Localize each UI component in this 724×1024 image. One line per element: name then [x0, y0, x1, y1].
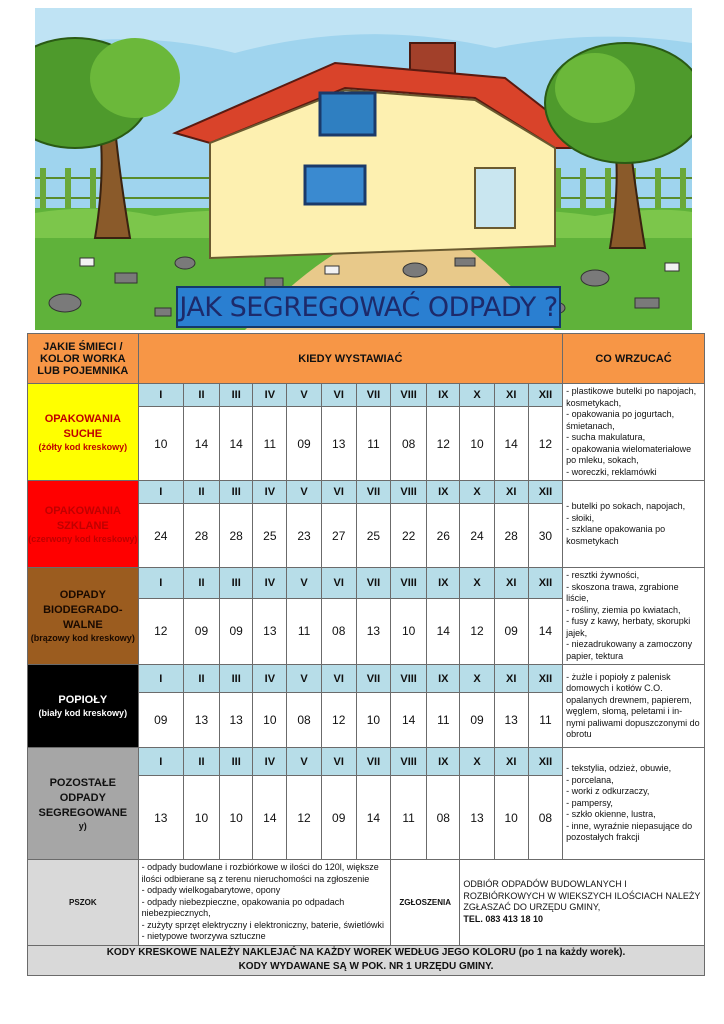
pickup-day: 12 [321, 693, 356, 748]
month-header: III [220, 665, 253, 693]
pickup-day: 11 [427, 693, 460, 748]
month-header: V [287, 665, 321, 693]
pickup-day: 24 [460, 504, 494, 568]
month-header: IV [253, 568, 287, 599]
month-header: X [460, 481, 494, 504]
category-cell [28, 384, 139, 481]
pickup-day: 25 [356, 504, 390, 568]
month-header: III [220, 748, 253, 776]
month-header: VI [321, 384, 356, 407]
month-header: XII [528, 568, 562, 599]
month-header: VII [356, 665, 390, 693]
pickup-day: 13 [138, 776, 183, 860]
pickup-day: 23 [287, 504, 321, 568]
item-line: - butelki po sokach, napojach, [566, 501, 686, 511]
item-line: - woreczki, reklamówki [566, 466, 657, 477]
month-header: I [138, 568, 183, 599]
month-header: VIII [391, 665, 427, 693]
month-header: XI [494, 748, 528, 776]
pickup-day: 30 [528, 504, 562, 568]
pickup-day: 28 [183, 504, 219, 568]
item-line: - tekstylia, odzież, obuwie, [566, 763, 672, 774]
pickup-day: 12 [460, 598, 494, 664]
pickup-day: 28 [494, 504, 528, 568]
pickup-day: 14 [391, 693, 427, 748]
schedule-table [27, 333, 705, 976]
barcode-footer [28, 945, 705, 975]
pickup-day: 12 [138, 598, 183, 664]
pickup-day: 10 [494, 776, 528, 860]
month-header: III [220, 568, 253, 599]
item-line: - opakowania wielomateriałowe po mleku, sokach, [566, 443, 692, 465]
pickup-day: 11 [391, 776, 427, 860]
item-line: - rośliny, ziemia po kwiatach, [566, 604, 681, 615]
pickup-day: 14 [494, 407, 528, 481]
category-barcode-note: (czerwony kod kreskowy) [28, 533, 138, 544]
month-header: VI [321, 665, 356, 693]
month-header: VII [356, 481, 390, 504]
month-header: I [138, 665, 183, 693]
category-barcode-note: (biały kod kreskowy) [38, 708, 128, 718]
month-header: II [183, 665, 219, 693]
item-line: - pampersy, [566, 797, 613, 808]
month-header: III [220, 384, 253, 407]
month-header: IX [427, 568, 460, 599]
item-line: - skoszona trawa, zgrabione liście, [566, 581, 679, 603]
pickup-day: 13 [253, 598, 287, 664]
pickup-day: 08 [287, 693, 321, 748]
month-header: IV [253, 748, 287, 776]
month-header: IX [427, 384, 460, 407]
month-header: VIII [391, 481, 427, 504]
when-column-header: KIEDY WYSTAWIAĆ [138, 334, 562, 384]
month-header: X [460, 384, 494, 407]
pickup-day: 10 [220, 776, 253, 860]
category-items [563, 665, 705, 748]
month-header: IX [427, 748, 460, 776]
pickup-day: 13 [321, 407, 356, 481]
pickup-day: 13 [460, 776, 494, 860]
item-line: - fusy z kawy, herbaty, skorupki jajek, [566, 616, 691, 638]
month-header: XII [528, 384, 562, 407]
pickup-day: 13 [220, 693, 253, 748]
pickup-day: 14 [356, 776, 390, 860]
month-header: X [460, 568, 494, 599]
pickup-day: 10 [391, 598, 427, 664]
month-header: XII [528, 748, 562, 776]
month-header: VI [321, 748, 356, 776]
item-line: - słoiki, [566, 512, 595, 523]
month-header: IX [427, 665, 460, 693]
pickup-day: 13 [183, 693, 219, 748]
month-header: IV [253, 481, 287, 504]
pickup-day: 11 [528, 693, 562, 748]
month-header: V [287, 481, 321, 504]
item-line: - szkło okienne, lustra, [566, 809, 656, 820]
pickup-day: 08 [528, 776, 562, 860]
month-header: V [287, 568, 321, 599]
pickup-day: 11 [356, 407, 390, 481]
pickup-day: 08 [321, 598, 356, 664]
month-header: VII [356, 384, 390, 407]
pickup-day: 24 [138, 504, 183, 568]
pickup-day: 09 [220, 598, 253, 664]
pickup-day: 13 [356, 598, 390, 664]
pickup-day: 09 [460, 693, 494, 748]
category-name: POPIOŁY [58, 694, 108, 706]
month-header: XI [494, 665, 528, 693]
pickup-day: 28 [220, 504, 253, 568]
pickup-day: 10 [460, 407, 494, 481]
pickup-day: 08 [427, 776, 460, 860]
footer-line-1: KODY KRESKOWE NALEŻY NAKLEJAĆ NA KAŻDY WOREK WEDŁUG JEGO KOLORU (po 1 na każdy worek). [106, 947, 626, 958]
pickup-day: 13 [494, 693, 528, 748]
category-cell [28, 665, 139, 748]
month-header: VIII [391, 568, 427, 599]
month-header: V [287, 748, 321, 776]
category-barcode-note: (żółty kod kreskowy) [38, 441, 128, 452]
pickup-day: 11 [253, 407, 287, 481]
month-header: XII [528, 481, 562, 504]
month-header: VI [321, 568, 356, 599]
footer-line-2: KODY WYDAWANE SĄ W POK. NR 1 URZĘDU GMINY. [238, 961, 494, 972]
pickup-day: 11 [287, 598, 321, 664]
item-line: - worki z odkurzaczy, [566, 786, 650, 797]
month-header: VI [321, 481, 356, 504]
item-line: - szklane opakowania po kosmetykach [566, 524, 666, 546]
pickup-day: 09 [287, 407, 321, 481]
month-header: IX [427, 481, 460, 504]
month-header: XI [494, 384, 528, 407]
month-header: I [138, 481, 183, 504]
category-name: POZOSTAŁE ODPADY SEGREGOWANE [38, 776, 128, 819]
month-header: X [460, 665, 494, 693]
pickup-day: 09 [183, 598, 219, 664]
pszok-item: - odpady niebezpieczne, opakowania po odpadach niebezpiecznych, [141, 896, 345, 918]
what-column-header: CO WRZUCAĆ [563, 334, 705, 384]
pickup-day: 09 [321, 776, 356, 860]
category-column-header: JAKIE ŚMIECI / KOLOR WORKA LUB POJEMNIKA [28, 334, 139, 384]
month-header: II [183, 481, 219, 504]
category-cell [28, 568, 139, 665]
month-header: VIII [391, 384, 427, 407]
month-header: III [220, 481, 253, 504]
category-barcode-note: (brązowy kod kreskowy) [30, 633, 135, 643]
pickup-day: 12 [287, 776, 321, 860]
pickup-day: 14 [183, 407, 219, 481]
pickup-day: 12 [528, 407, 562, 481]
month-header: XII [528, 665, 562, 693]
pszok-item: - odpady wielkogabarytowe, opony [141, 885, 281, 895]
category-items [563, 481, 705, 568]
month-header: II [183, 568, 219, 599]
house-illustration [35, 8, 692, 330]
zgloszenia-text [460, 860, 705, 946]
zgloszenia-phone: TEL. 083 413 18 10 [463, 913, 543, 924]
item-line: - żużle i popioły z palenisk domowych i kotłów C.O. opalanych drewnem, papierem, węglem, słomą, peletami i in-nymi paliwami dopuszczonymi do obrotu [566, 671, 700, 739]
month-header: VIII [391, 748, 427, 776]
category-name: ODPADY BIODEGRADO-WALNE [43, 589, 123, 631]
pszok-items [138, 860, 390, 946]
month-header: II [183, 384, 219, 407]
item-line: - sucha makulatura, [566, 432, 646, 442]
pszok-item: - nietypowe tworzywa sztuczne [141, 931, 266, 941]
pszok-item: - odpady budowlane i rozbiórkowe w ilości do 120l, większe ilości odbierane są z terenu nieruchomości na zgłoszenie [141, 862, 379, 884]
pickup-day: 14 [528, 598, 562, 664]
month-header: XI [494, 481, 528, 504]
category-items [563, 568, 705, 665]
month-header: V [287, 384, 321, 407]
pickup-day: 22 [391, 504, 427, 568]
pickup-day: 10 [356, 693, 390, 748]
pickup-day: 14 [427, 598, 460, 664]
pickup-day: 14 [253, 776, 287, 860]
month-header: II [183, 748, 219, 776]
month-header: XI [494, 568, 528, 599]
category-cell [28, 481, 139, 568]
month-header: VII [356, 748, 390, 776]
month-header: VII [356, 568, 390, 599]
item-line: - plastikowe butelki po napojach, kosmetykach, [566, 386, 697, 408]
pszok-label: PSZOK [28, 860, 139, 946]
category-items [563, 748, 705, 860]
pickup-day: 14 [220, 407, 253, 481]
item-line: - opakowania po jogurtach, śmietanach, [566, 409, 675, 431]
category-name: OPAKOWANIA SUCHE [44, 412, 121, 440]
item-line: - resztki żywności, [566, 570, 640, 580]
zgloszenia-label: ZGŁOSZENIA [391, 860, 460, 946]
pickup-day: 09 [494, 598, 528, 664]
category-name: OPAKOWANIA SZKLANE [44, 504, 121, 532]
pickup-day: 10 [253, 693, 287, 748]
page-title: JAK SEGREGOWAĆ ODPADY ? [176, 286, 561, 328]
month-header: I [138, 748, 183, 776]
category-cell [28, 748, 139, 860]
item-line: - inne, wyraźnie niepasujące do pozostałych frakcji [566, 820, 693, 843]
category-items [563, 384, 705, 481]
pickup-day: 10 [138, 407, 183, 481]
item-line: - porcelana, [566, 774, 614, 785]
pszok-item: - zużyty sprzęt elektryczny i elektroniczny, baterie, świetlówki [141, 919, 385, 930]
month-header: X [460, 748, 494, 776]
pickup-day: 12 [427, 407, 460, 481]
pickup-day: 25 [253, 504, 287, 568]
item-line: - niezadrukowany a zamoczony papier, tektura [566, 639, 693, 661]
pickup-day: 10 [183, 776, 219, 860]
pickup-day: 27 [321, 504, 356, 568]
zgloszenia-description: ODBIÓR ODPADÓW BUDOWLANYCH I ROZBIÓRKOWYCH W WIEKSZYCH ILOŚCIACH NALEŻY ZGŁASZAĆ DO URZĘDU GMINY, [463, 879, 701, 913]
month-header: I [138, 384, 183, 407]
month-header: IV [253, 384, 287, 407]
pickup-day: 26 [427, 504, 460, 568]
month-header: IV [253, 665, 287, 693]
pickup-day: 09 [138, 693, 183, 748]
category-barcode-note: y) [78, 820, 87, 831]
pickup-day: 08 [391, 407, 427, 481]
